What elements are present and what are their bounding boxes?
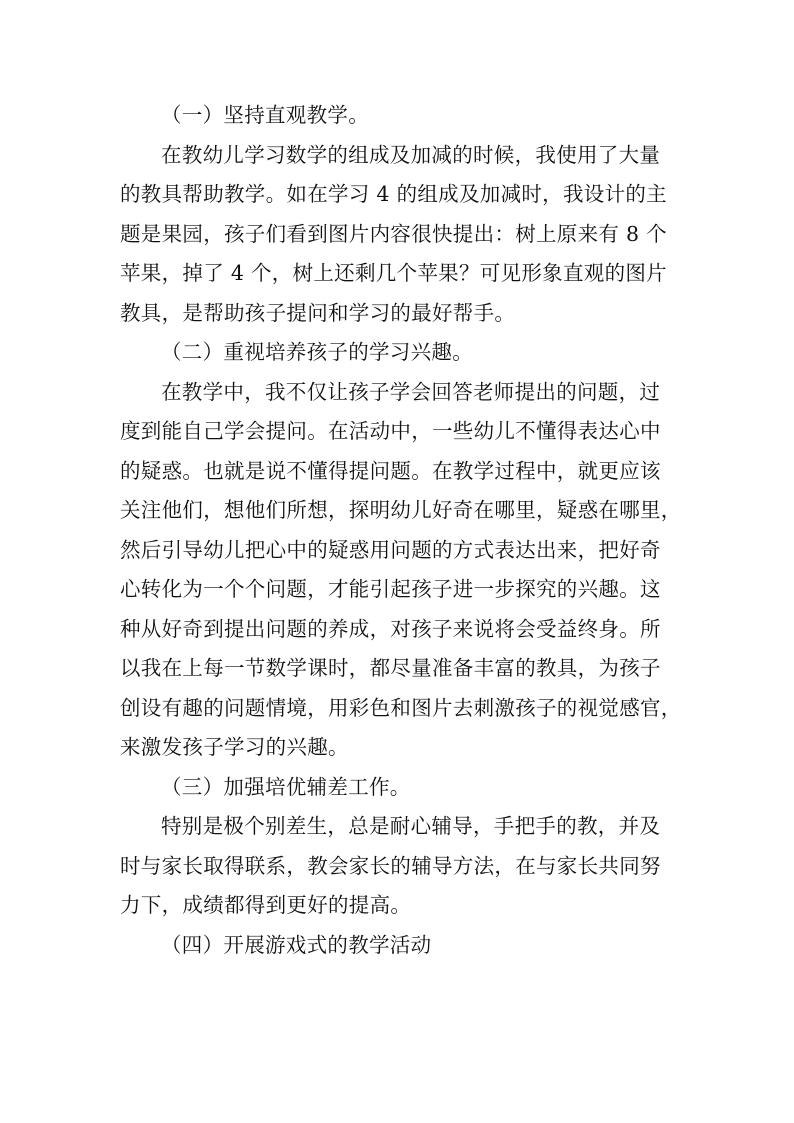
paragraph-line: 然后引导幼儿把心中的疑惑用问题的方式表达出来，把好奇 [120, 537, 661, 562]
paragraph-line: 种从好奇到提出问题的养成，对孩子来说将会受益终身。所 [120, 616, 661, 641]
section-heading-1: （一）坚持直观教学。 [161, 103, 369, 127]
paragraph-line: 关注他们，想他们所想，探明幼儿好奇在哪里，疑惑在哪里， [120, 498, 682, 522]
paragraph-line: 的疑惑。也就是说不懂得提问题。在教学过程中，就更应该 [120, 458, 661, 483]
paragraph-line: 创设有趣的问题情境，用彩色和图片去刺激孩子的视觉感官， [120, 695, 682, 720]
paragraph-line: 的教具帮助教学。如在学习 4 的组成及加减时，我设计的主 [120, 182, 667, 206]
paragraph-line: 特别是极个别差生，总是耐心辅导，手把手的教，并及 [161, 814, 661, 838]
paragraph-line: 教具，是帮助孩子提问和学习的最好帮手。 [120, 300, 516, 325]
paragraph-line: 题是果园，孩子们看到图片内容很快提出：树上原来有 8 个 [120, 221, 667, 246]
paragraph-line: 在教幼儿学习数学的组成及加减的时候，我使用了大量 [161, 142, 661, 167]
paragraph-line: 度到能自己学会提问。在活动中，一些幼儿不懂得表达心中 [120, 419, 661, 443]
paragraph-line: 时与家长取得联系，教会家长的辅导方法，在与家长共同努 [120, 853, 661, 878]
section-heading-4: （四）开展游戏式的教学活动 [161, 932, 432, 957]
document-page [120, 96, 680, 965]
section-heading-2: （二）重视培养孩子的学习兴趣。 [161, 340, 473, 364]
paragraph-line: 以我在上每一节数学课时，都尽量准备丰富的教具，为孩子 [120, 656, 661, 680]
paragraph-line: 来激发孩子学习的兴趣。 [120, 735, 349, 759]
paragraph-line: 心转化为一个个问题，才能引起孩子进一步探究的兴趣。这 [120, 577, 661, 601]
paragraph-line: 力下，成绩都得到更好的提高。 [120, 893, 412, 917]
section-heading-3: （三）加强培优辅差工作。 [161, 774, 411, 799]
paragraph-line: 苹果，掉了 4 个，树上还剩几个苹果？可见形象直观的图片 [120, 261, 667, 285]
paragraph-line: 在教学中，我不仅让孩子学会回答老师提出的问题，过 [161, 379, 661, 404]
